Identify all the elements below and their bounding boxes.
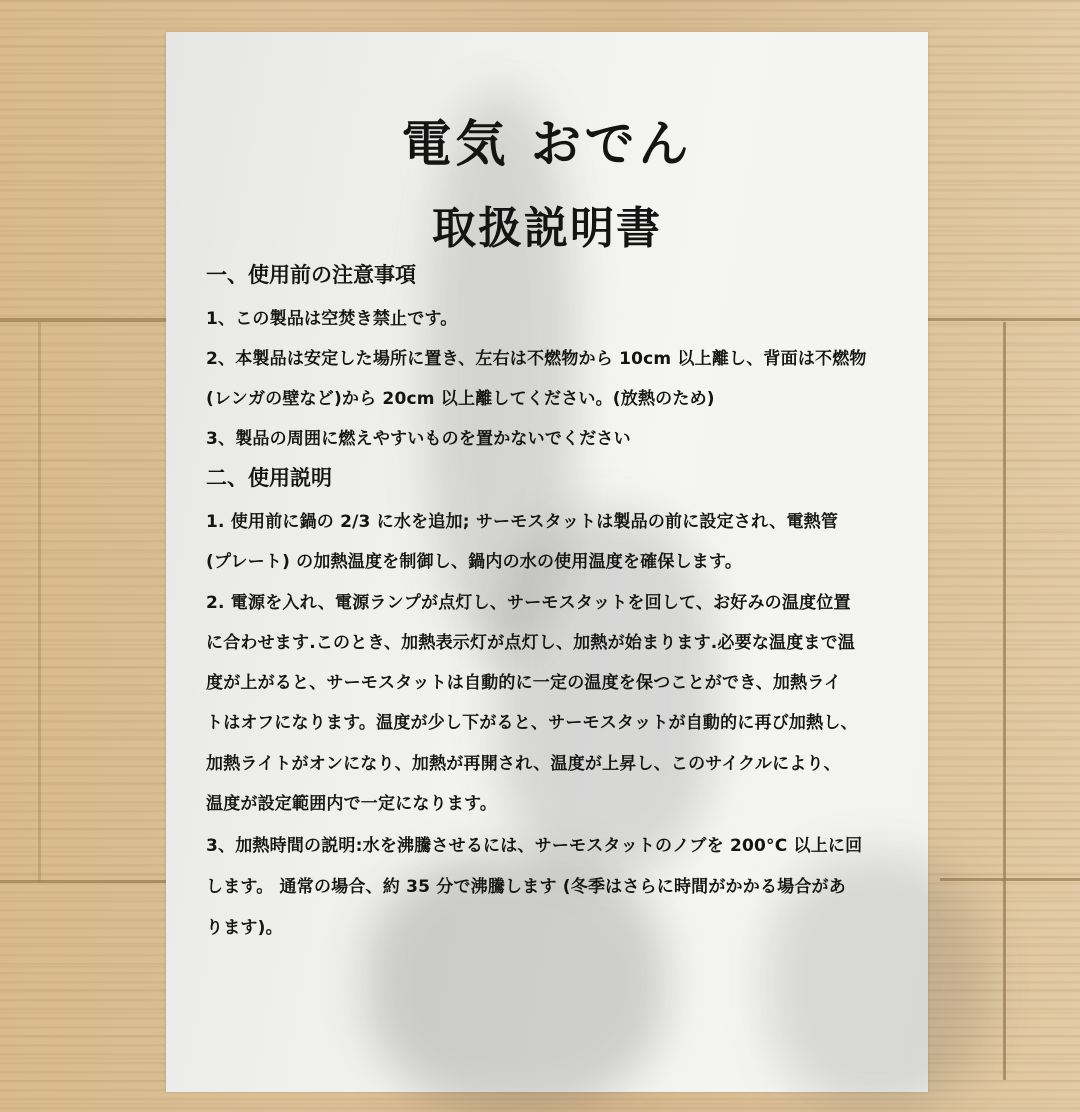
text-line: します。 通常の場合、約 35 分で沸騰します (冬季はさらに時間がかかる場合があ	[206, 877, 846, 897]
floor-seam	[0, 880, 175, 883]
text-line: (レンガの壁など)から 20cm 以上離してください。(放熱のため)	[206, 389, 715, 409]
text-line: 2、本製品は安定した場所に置き、左右は不燃物から 10cm 以上離し、背面は不燃物	[206, 349, 867, 369]
section-heading-precautions: 一、使用前の注意事項	[206, 263, 416, 287]
instruction-sheet	[166, 32, 928, 1092]
text-line: 1. 使用前に鍋の 2/3 に水を追加; サーモスタットは製品の前に設定され、電熱管	[206, 512, 839, 532]
floor-seam	[1003, 322, 1006, 1080]
text-line: 加熱ライトがオンになり、加熱が再開され、温度が上昇し、このサイクルにより、	[206, 754, 841, 774]
document-subtitle: 取扱説明書	[432, 203, 662, 254]
document-content	[166, 32, 928, 1092]
floor-seam	[0, 318, 175, 322]
text-line: トはオフになります。温度が少し下がると、サーモスタットが自動的に再び加熱し、	[206, 713, 858, 733]
text-line: 度が上がると、サーモスタットは自動的に一定の温度を保つことができ、加熱ライ	[206, 673, 842, 693]
text-line: 3、加熱時間の説明:水を沸騰させるには、サーモスタットのノブを 200°C 以上に回	[206, 836, 863, 856]
text-line: ります)。	[206, 918, 283, 938]
text-line: 温度が設定範囲内で一定になります。	[206, 794, 498, 814]
text-line: 3、製品の周囲に燃えやすいものを置かないでください	[206, 429, 631, 449]
text-line: 1、この製品は空焚き禁止です。	[206, 309, 458, 329]
floor-seam	[38, 322, 41, 882]
floor-seam	[940, 878, 1080, 881]
text-line: に合わせます.このとき、加熱表示灯が点灯し、加熱が始まります.必要な温度まで温	[206, 633, 856, 653]
section-heading-usage: 二、使用説明	[206, 466, 332, 490]
text-line: (プレート) の加熱温度を制御し、鍋内の水の使用温度を確保します。	[206, 552, 743, 572]
document-title: 電気 おでん	[401, 115, 693, 173]
text-line: 2. 電源を入れ、電源ランプが点灯し、サーモスタットを回して、お好みの温度位置	[206, 593, 851, 613]
